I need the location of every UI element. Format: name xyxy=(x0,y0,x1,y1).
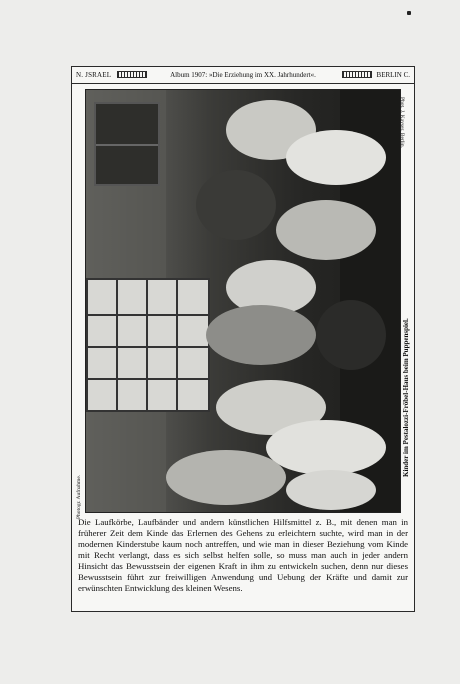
photo-figure xyxy=(196,170,276,240)
page-corner-mark xyxy=(407,11,411,15)
photo-window xyxy=(86,278,210,412)
running-head xyxy=(72,67,414,84)
publisher-city: BERLIN C. xyxy=(376,71,410,79)
photo-figure xyxy=(266,420,386,475)
publisher-name: N. JSRAEL xyxy=(76,71,112,79)
page-plate xyxy=(71,66,415,612)
ornament-right-icon xyxy=(342,71,372,78)
photo-figure xyxy=(276,200,376,260)
photo-figure xyxy=(286,470,376,510)
photo-figure xyxy=(206,305,316,365)
photographer-credit: Phot. J. Kayser, Berlin. xyxy=(399,97,405,148)
photo-source-note: Photogr. Aufnahme. xyxy=(76,474,82,519)
body-paragraph: Die Laufkörbe, Laufbänder und andern künstlichen Hilfsmittel z. B., mit denen man in früherer Zeit dem Kinde das Erlernen des Gehens zu erleichtern suchte, wird man in der modernen Kinderstube kaum noch antreffen, und wie man in dieser Beziehung vom Kinde mit Recht verlangt, dass es sich selbst helfen solle, so muss man auch in jeder andern Hinsicht das Bewusstsein der eigenen Kraft in ihm zu entwickeln suchen, denn nur dieses Bewusstsein führt zur freiwilligen Anwendung und Uebung der Kräfte und damit zur erwünschten Entwicklung des kleinen Wesens. xyxy=(78,517,408,593)
photo-caption: Kinder im Pestalozzi-Fröbel-Haus beim Puppenspiel. xyxy=(402,318,410,477)
photo-figure xyxy=(286,130,386,185)
photo-figure xyxy=(316,300,386,370)
photo-cabinet xyxy=(94,102,160,186)
photograph xyxy=(85,89,401,513)
photo-figure xyxy=(166,450,286,505)
album-title: Album 1907: »Die Erziehung im XX. Jahrhundert«. xyxy=(170,71,316,79)
